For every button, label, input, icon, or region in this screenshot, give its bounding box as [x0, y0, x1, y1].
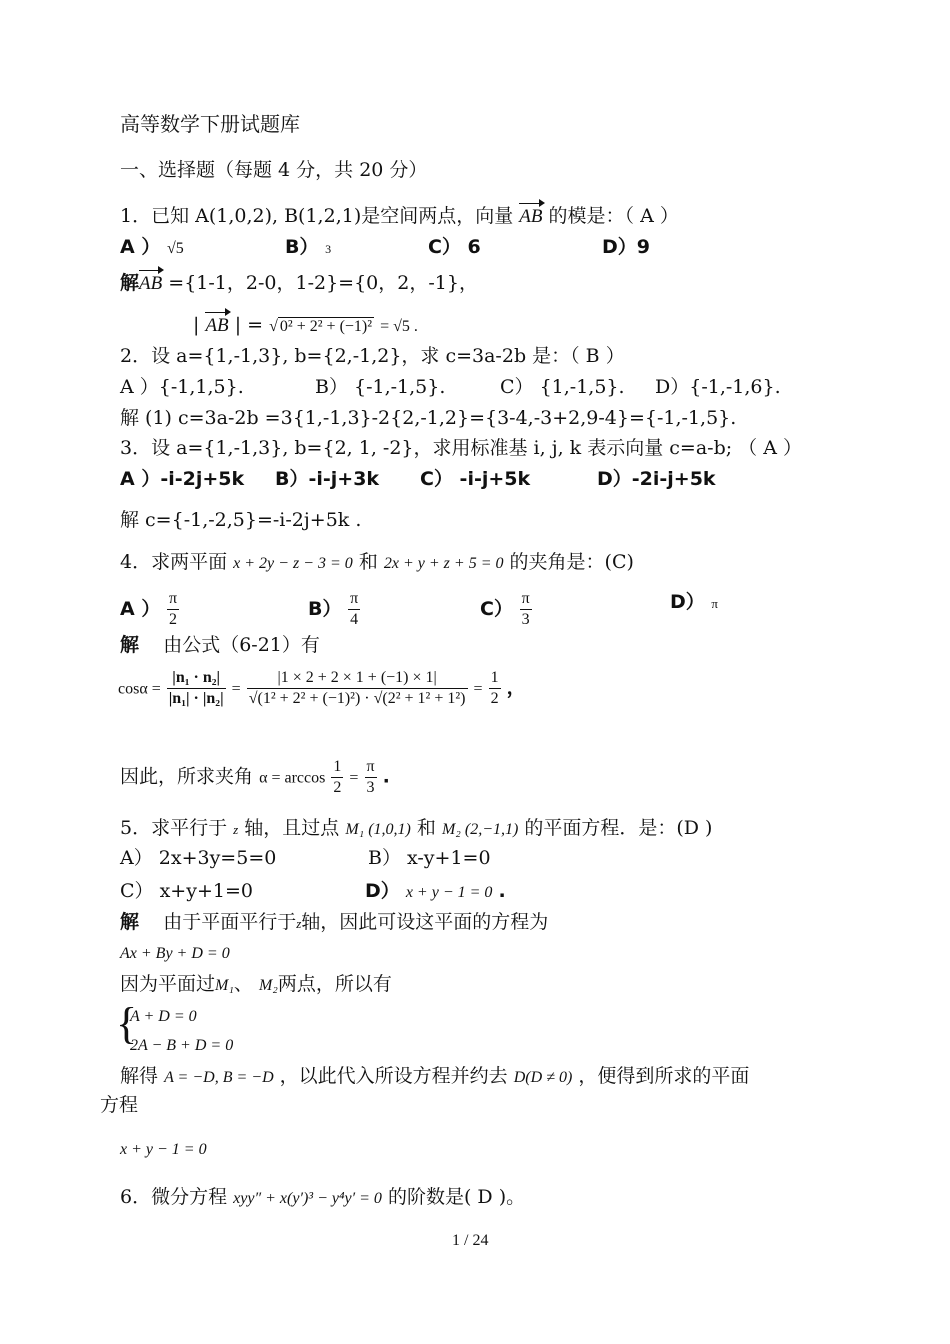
- q4-option-a-fraction: $\frac{\pi}{2}$: [168, 590, 178, 628]
- q2-stem: 2．设 a={1,-1,3}, b={2,-1,2}，求 c=3a-2b 是：（ B ）: [120, 345, 625, 367]
- section-heading: 一、选择题（每题 4 分，共 20 分）: [120, 159, 428, 181]
- q5-solve-result: 解得 A = −D, B = −D ，以此代入所设方程并约去 D(D ≠ 0) ，便得到所求的平面: [120, 1065, 750, 1087]
- nonzero-d: D(D ≠ 0): [513, 1069, 573, 1086]
- q2-option-c: C） {1,-1,5}.: [500, 376, 625, 398]
- point-m1: M₁ (1,0,1): [345, 821, 411, 838]
- q5-pass-points: 因为平面过M₁、 M₂两点，所以有: [120, 973, 392, 995]
- q4-conclusion: 因此，所求夹角 α = arccos $\frac{1}{2}$ = $\frac{\pi}{3}$ .: [120, 758, 390, 796]
- page-number: 1 / 24: [452, 1232, 489, 1249]
- q5-stem: 5．求平行于 z 轴，且过点 M₁ (1,0,1) 和 M₂ (2,−1,1) 的平面方程．是：(D ): [120, 817, 713, 839]
- q4-stem: 4．求两平面 x + 2y − z − 3 = 0 和 2x + y + z + 5 = 0 的夹角是：(C): [120, 551, 634, 573]
- q4-option-c-fraction: $\frac{\pi}{3}$: [521, 590, 530, 628]
- alpha-half: $\frac{1}{2}$: [333, 758, 342, 796]
- q1-option-b-value: 3: [325, 242, 332, 256]
- q5-option-b: B） x-y+1=0: [368, 847, 491, 869]
- plane-2-equation: 2x + y + z + 5 = 0: [383, 555, 504, 572]
- q1-option-a: A ） √5: [120, 236, 184, 258]
- q5-option-d: D） x + y − 1 = 0 .: [365, 880, 506, 902]
- q4-option-c: C） $\frac{\pi}{3}$: [480, 590, 530, 628]
- q1-norm-result: = √5 .: [380, 318, 418, 335]
- q3-option-c: C） -i-j+5k: [420, 468, 531, 490]
- q1-stem: [120, 203, 679, 230]
- q5-option-d-equation: x + y − 1 = 0: [405, 884, 493, 901]
- q5-option-a: A） 2x+3y=5=0: [120, 847, 277, 869]
- page-title: 高等数学下册试题库: [120, 112, 300, 136]
- solution-label: 解: [120, 634, 140, 656]
- q1-option-b: B） 3: [285, 236, 332, 258]
- q2-option-b: B） {-1,-1,5}.: [315, 376, 446, 398]
- q4-option-a: A ） $\frac{\pi}{2}$: [120, 590, 178, 628]
- q1-option-a-value: √5: [166, 240, 184, 257]
- q4-option-d-value: π: [711, 596, 718, 611]
- q1-norm-radicand: 0² + 2² + (−1)²: [279, 318, 373, 335]
- q3-option-d: D）-2i-j+5k: [597, 468, 716, 490]
- system-brace: {: [116, 999, 138, 1048]
- q5-general-equation: Ax + By + D = 0: [120, 945, 230, 962]
- solution-label: 解: [120, 272, 140, 294]
- q2-option-d: D）{-1,-1,6}.: [655, 376, 781, 398]
- vector-ab: AB: [519, 204, 542, 230]
- q1-solution-text: ={1-1，2-0，1-2}={0，2，-1}，: [168, 272, 478, 294]
- q4-cos-formula: cosα = $\frac{\text{|n₁ · n₂|}}{\text{|n₁| · |n₂|}}$ = $\frac{|1 \times 2 + 2 \times 1 + (-1) \times 1|}{\text{√(1² + 2² + (−1)²) · √(2² + 1² + 1²)}}$ = $\frac{1}{2}$ ，: [118, 669, 526, 707]
- vector-ab: AB: [139, 271, 162, 297]
- vector-ab: AB: [205, 313, 228, 339]
- q5-final-equation: x + y − 1 = 0: [120, 1141, 207, 1158]
- q3-option-b: B）-i-j+3k: [275, 468, 380, 490]
- q5-solve-result-cont: 方程: [100, 1094, 139, 1116]
- system-equation-2: 2A − B + D = 0: [130, 1037, 234, 1054]
- q4-option-b: B） $\frac{\pi}{4}$: [308, 590, 359, 628]
- q5-solution-intro: 解 由于平面平行于z轴，因此可设这平面的方程为: [120, 911, 549, 933]
- solve-values: A = −D, B = −D: [164, 1069, 274, 1086]
- q1-stem-a: 1．已知 A(1,0,2), B(1,2,1)是空间两点，向量: [120, 205, 514, 227]
- q3-stem: 3．设 a={1,-1,3}, b={2, 1, -2}，求用标准基 i, j, k 表示向量 c=a-b; （ A ）: [120, 437, 802, 459]
- q2-option-a: A ）{-1,1,5}.: [120, 376, 244, 398]
- q6-stem: 6．微分方程 xyy″ + x(y′)³ − y⁴y′ = 0 的阶数是( D )。: [120, 1186, 526, 1208]
- alpha-expression: α = arccos: [259, 769, 326, 787]
- solution-label: 解: [120, 911, 140, 933]
- q4-option-d: D） π: [670, 591, 718, 613]
- q1-solution: [120, 270, 478, 297]
- plane-1-equation: x + 2y − z − 3 = 0: [233, 555, 353, 572]
- q1-option-c: C） 6: [428, 236, 481, 258]
- q1-norm: | AB | = √ 0² + 2² + (−1)² = √5 .: [193, 312, 418, 340]
- q3-solution: 解 c={-1,-2,5}=-i-2j+5k .: [120, 509, 362, 531]
- q1-option-d: D）9: [602, 236, 650, 258]
- cos-fraction-2: $\frac{|1 \times 2 + 2 \times 1 + (-1) \times 1|}{\text{√(1² + 2² + (−1)²) · √(2² + 1² + 1²)}}$: [248, 669, 466, 707]
- q4-solution-intro: 解 由公式（6-21）有: [120, 634, 320, 656]
- q4-option-b-fraction: $\frac{\pi}{4}$: [350, 590, 359, 628]
- cos-result: $\frac{1}{2}$: [490, 669, 499, 707]
- q2-solution: 解 (1) c=3a-2b =3{1,-1,3}-2{2,-1,2}={3-4,-3+2,9-4}={-1,-1,5}.: [120, 407, 737, 429]
- cos-fraction-1: $\frac{\text{|n₁ · n₂|}}{\text{|n₁| · |n₂|}}$: [168, 669, 224, 707]
- differential-equation: xyy″ + x(y′)³ − y⁴y′ = 0: [233, 1190, 382, 1207]
- point-m2: M₂ (2,−1,1): [441, 821, 519, 838]
- system-equation-1: A + D = 0: [130, 1008, 197, 1025]
- q1-stem-b: 的模是：（ A ）: [548, 205, 679, 227]
- alpha-result: $\frac{\pi}{3}$: [366, 758, 375, 796]
- q5-option-c: C） x+y+1=0: [120, 880, 253, 902]
- q3-option-a: A ）-i-2j+5k: [120, 468, 245, 490]
